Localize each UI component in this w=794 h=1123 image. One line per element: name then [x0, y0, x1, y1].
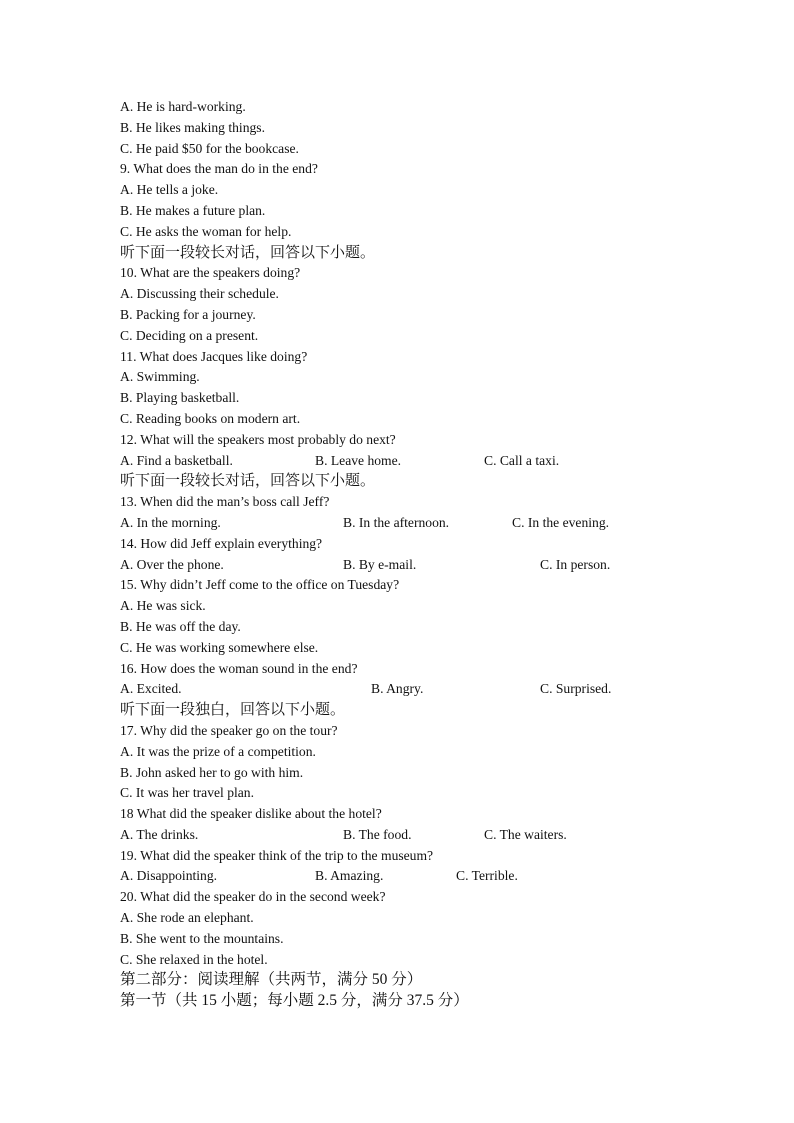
option-b: B. Amazing. [315, 868, 384, 884]
option-text: A. He tells a joke. [120, 182, 219, 198]
question-text: 9. What does the man do in the end? [120, 161, 318, 177]
option-text: B. He was off the day. [120, 618, 241, 634]
option-b: B. By e-mail. [343, 556, 417, 572]
option-text: B. John asked her to go with him. [120, 764, 304, 780]
option-a: A. In the morning. [120, 514, 221, 530]
option-c: C. In person. [540, 556, 611, 572]
option-a: A. Disappointing. [120, 868, 218, 884]
option-text: A. Swimming. [120, 369, 200, 385]
option-text: C. Reading books on modern art. [120, 410, 301, 426]
question-text: 13. When did the man’s boss call Jeff? [120, 494, 330, 510]
option-a: A. Excited. [120, 681, 182, 697]
option-text: C. It was her travel plan. [120, 785, 255, 801]
option-a: A. Over the phone. [120, 556, 224, 572]
options-row [120, 866, 640, 887]
exam-page [120, 97, 640, 1012]
option-text: A. He was sick. [120, 598, 206, 614]
option-text: C. He paid $50 for the bookcase. [120, 140, 299, 156]
question-text: 15. Why didn’t Jeff come to the office on Tuesday? [120, 577, 400, 593]
question-text: 20. What did the speaker do in the second week? [120, 889, 386, 905]
options-row [120, 451, 640, 472]
option-text: C. He asks the woman for help. [120, 223, 292, 239]
option-a: A. Find a basketball. [120, 452, 233, 468]
options-row [120, 555, 640, 576]
option-text: C. He was working somewhere else. [120, 639, 319, 655]
option-text: B. He makes a future plan. [120, 202, 266, 218]
question-text: 19. What did the speaker think of the trip to the museum? [120, 847, 434, 863]
option-text: A. It was the prize of a competition. [120, 743, 316, 759]
section-heading: 第一节（共 15 小题；每小题 2.5 分，满分 37.5 分） [120, 992, 469, 1010]
part-heading: 第二部分：阅读理解（共两节，满分 50 分） [120, 971, 423, 989]
question-text: 10. What are the speakers doing? [120, 265, 301, 281]
options-row [120, 679, 640, 700]
section-instruction: 听下面一段较长对话，回答以下小题。 [120, 473, 376, 490]
option-b: B. Leave home. [315, 452, 402, 468]
option-c: C. In the evening. [512, 514, 610, 530]
option-b: B. Angry. [371, 681, 424, 697]
options-row [120, 825, 640, 846]
question-text: 12. What will the speakers most probably do next? [120, 431, 396, 447]
question-text: 16. How does the woman sound in the end? [120, 660, 358, 676]
option-text: B. He likes making things. [120, 119, 265, 135]
question-text: 17. Why did the speaker go on the tour? [120, 722, 338, 738]
section-instruction: 听下面一段较长对话，回答以下小题。 [120, 244, 376, 261]
option-text: A. He is hard-working. [120, 99, 246, 114]
option-text: B. Packing for a journey. [120, 306, 256, 322]
option-text: A. She rode an elephant. [120, 910, 254, 926]
options-row [120, 513, 640, 534]
question-text: 11. What does Jacques like doing? [120, 348, 308, 364]
question-text: 14. How did Jeff explain everything? [120, 535, 323, 551]
section-instruction: 听下面一段独白，回答以下小题。 [120, 702, 346, 719]
option-c: C. The waiters. [484, 826, 567, 842]
option-text: B. She went to the mountains. [120, 930, 284, 946]
option-b: B. In the afternoon. [343, 514, 450, 530]
option-text: B. Playing basketball. [120, 390, 240, 406]
option-b: B. The food. [343, 826, 412, 842]
option-c: C. Surprised. [540, 681, 612, 697]
option-c: C. Call a taxi. [484, 452, 560, 468]
option-text: A. Discussing their schedule. [120, 286, 279, 302]
option-c: C. Terrible. [456, 868, 518, 884]
option-a: A. The drinks. [120, 826, 199, 842]
question-text: 18 What did the speaker dislike about the hotel? [120, 806, 382, 822]
option-text: C. She relaxed in the hotel. [120, 951, 268, 967]
option-text: C. Deciding on a present. [120, 327, 259, 343]
